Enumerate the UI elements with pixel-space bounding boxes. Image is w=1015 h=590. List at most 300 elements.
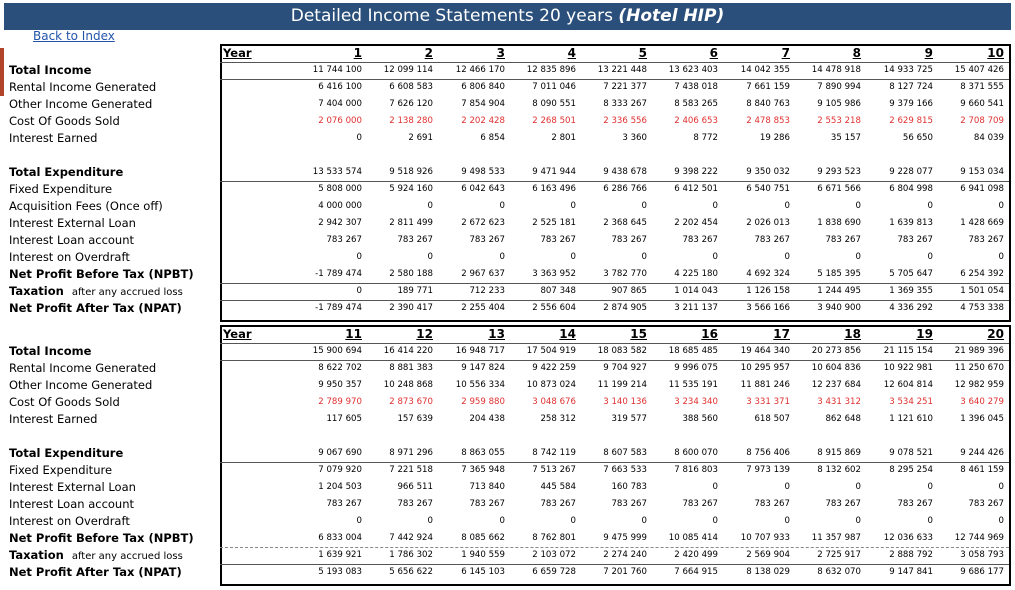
year-header-row [0,45,1008,62]
table-cell: 9 518 926 [389,167,433,177]
table-cell: 21 115 154 [883,346,933,356]
table-cell: 12 099 114 [383,65,433,75]
table-row [0,62,1008,79]
year-header-cell: 13 [488,327,505,341]
row-label: Acquisition Fees (Once off) [9,199,163,213]
table-cell: 0 [641,516,647,526]
table-cell: 14 933 725 [883,65,933,75]
table-row [0,547,1008,564]
table-cell: 6 540 751 [746,184,790,194]
table-row [0,462,1008,479]
table-cell: 9 067 690 [318,448,362,458]
table-row [0,445,1008,462]
table-cell: 160 783 [611,482,647,492]
table-cell: 18 083 582 [597,346,647,356]
table-cell: 8 295 254 [889,465,933,475]
row-label: Net Profit After Tax (NPAT) [9,565,182,579]
table-cell: 783 267 [897,499,933,509]
table-cell: 2 076 000 [318,116,362,126]
table-cell: 0 [356,286,362,296]
table-cell: 3 331 371 [746,397,790,407]
table-cell: 4 336 292 [889,303,933,313]
table-cell: 8 742 119 [532,448,576,458]
table-cell: 9 398 222 [674,167,718,177]
table-cell: 8 127 724 [889,82,933,92]
table-cell: 2 420 499 [674,550,718,560]
table-cell: 7 221 518 [389,465,433,475]
table-cell: 3 360 [622,133,647,143]
year-header-cell: 12 [416,327,433,341]
table-cell: 4 000 000 [318,201,362,211]
table-cell: 7 513 267 [532,465,576,475]
table-cell: 712 233 [469,286,505,296]
table-cell: 783 267 [326,499,362,509]
table-cell: 6 416 100 [318,82,362,92]
table-cell: 1 014 043 [674,286,718,296]
table-cell: 16 948 717 [455,346,505,356]
table-cell: 9 350 032 [746,167,790,177]
table-cell: 9 438 678 [603,167,647,177]
table-cell: 783 267 [754,235,790,245]
year-header-cell: 4 [567,46,576,60]
table-cell: 3 211 137 [674,303,718,313]
table-cell: 7 663 533 [603,465,647,475]
table-cell: 2 406 653 [674,116,718,126]
table-cell: 12 604 814 [883,380,933,390]
table-cell: 9 228 077 [889,167,933,177]
table-cell: 6 659 728 [532,567,576,577]
table-row [0,394,1008,411]
row-label: Interest on Overdraft [9,514,130,528]
table-row [0,428,1008,445]
table-cell: 14 478 918 [811,65,861,75]
table-row [0,198,1008,215]
table-cell: 1 369 355 [889,286,933,296]
table-cell: 189 771 [397,286,433,296]
table-cell: 0 [855,201,861,211]
table-cell: 9 660 541 [960,99,1004,109]
table-cell: 2 390 417 [389,303,433,313]
table-row [0,283,1008,300]
table-cell: 445 584 [540,482,576,492]
table-cell: 2 553 218 [817,116,861,126]
table-cell: 2 026 013 [746,218,790,228]
table-cell: 0 [998,201,1004,211]
table-cell: 13 221 448 [597,65,647,75]
table-row [0,377,1008,394]
table-cell: 1 786 302 [389,550,433,560]
back-to-index-link[interactable]: Back to Index [33,29,115,43]
table-cell: 6 412 501 [674,184,718,194]
table-cell: 783 267 [397,499,433,509]
table-row [0,181,1008,198]
table-cell: 0 [712,201,718,211]
table-cell: 204 438 [469,414,505,424]
table-cell: 2 368 645 [603,218,647,228]
row-label: Total Income [9,63,92,77]
table-cell: 783 267 [469,235,505,245]
table-cell: 12 835 896 [526,65,576,75]
table-cell: 3 782 770 [603,269,647,279]
table-cell: 7 404 000 [318,99,362,109]
table-cell: 12 466 170 [455,65,505,75]
table-cell: 783 267 [611,235,647,245]
table-cell: 12 237 684 [811,380,861,390]
table-row [0,266,1008,283]
table-cell: 8 371 555 [960,82,1004,92]
table-cell: 2 268 501 [532,116,576,126]
table-cell: 9 153 034 [960,167,1004,177]
table-cell: 2 959 880 [461,397,505,407]
table-cell: 1 126 158 [746,286,790,296]
table-cell: 3 566 166 [746,303,790,313]
table-cell: 783 267 [754,499,790,509]
table-cell: 5 808 000 [318,184,362,194]
table-cell: 18 685 485 [668,346,718,356]
table-cell: 8 138 029 [746,567,790,577]
table-cell: 1 639 813 [889,218,933,228]
row-label: Total Expenditure [9,446,124,460]
table-cell: 2 478 853 [746,116,790,126]
row-label: Cost Of Goods Sold [9,114,120,128]
table-cell: 11 744 100 [312,65,362,75]
table-cell: 3 940 900 [817,303,861,313]
page-title: Detailed Income Statements 20 years [290,6,613,26]
table-row [0,79,1008,96]
table-cell: 8 881 383 [389,363,433,373]
row-label: Rental Income Generated [9,80,157,94]
table-cell: 0 [356,516,362,526]
table-cell: 9 686 177 [960,567,1004,577]
table-cell: 5 924 160 [389,184,433,194]
table-cell: 11 357 987 [811,533,861,543]
table-cell: -1 789 474 [315,303,362,313]
table-cell: 8 762 801 [532,533,576,543]
row-label: Net Profit After Tax (NPAT) [9,301,182,315]
table-cell: 5 656 622 [389,567,433,577]
year-header-cell: 14 [559,327,576,341]
table-row [0,164,1008,181]
table-cell: 6 671 566 [817,184,861,194]
year-header-cell: 7 [781,46,790,60]
row-label: Interest on Overdraft [9,250,130,264]
table-cell: 9 379 166 [889,99,933,109]
table-cell: 388 560 [682,414,718,424]
table-cell: 7 854 904 [461,99,505,109]
table-row [0,147,1008,164]
table-cell: 2 942 307 [318,218,362,228]
table-cell: 1 501 054 [960,286,1004,296]
table-cell: 783 267 [682,499,718,509]
row-label: Rental Income Generated [9,361,157,375]
table-cell: 3 234 340 [674,397,718,407]
row-label: Total Expenditure [9,165,124,179]
year-header-cell: 17 [773,327,790,341]
table-cell: 9 475 999 [603,533,647,543]
table-cell: 2 789 970 [318,397,362,407]
table-cell: 10 248 868 [383,380,433,390]
table-cell: 2 580 188 [389,269,433,279]
table-cell: 7 890 994 [817,82,861,92]
table-cell: 783 267 [326,235,362,245]
table-cell: 0 [427,252,433,262]
table-cell: 319 577 [611,414,647,424]
table-cell: 157 639 [397,414,433,424]
table-cell: 0 [784,252,790,262]
page-title-hotel: (Hotel HIP) [618,6,725,26]
table-cell: 8 090 551 [532,99,576,109]
table-cell: 0 [927,482,933,492]
table-row [0,215,1008,232]
table-cell: 10 604 836 [811,363,861,373]
table-cell: 0 [356,133,362,143]
row-label: Interest Loan account [9,497,135,511]
year-header-cell: 10 [987,46,1004,60]
year-header-cell: 18 [844,327,861,341]
table-cell: 7 442 924 [389,533,433,543]
table-cell: 1 940 559 [461,550,505,560]
table-cell: 0 [855,482,861,492]
table-cell: 0 [784,201,790,211]
table-cell: 0 [427,516,433,526]
table-cell: 2 888 792 [889,550,933,560]
table-cell: 783 267 [968,235,1004,245]
row-label: Total Income [9,344,92,358]
row-label: Interest External Loan [9,216,136,230]
row-label: Cost Of Goods Sold [9,395,120,409]
table-cell: 3 058 793 [960,550,1004,560]
table-cell: 2 873 670 [389,397,433,407]
table-cell: 7 626 120 [389,99,433,109]
table-cell: 6 042 643 [461,184,505,194]
table-cell: 84 039 [973,133,1004,143]
table-row [0,530,1008,547]
table-cell: 783 267 [397,235,433,245]
table-row [0,300,1008,317]
table-cell: 0 [927,516,933,526]
table-cell: 2 708 709 [960,116,1004,126]
table-cell: 0 [356,252,362,262]
year-header-cell: 1 [353,46,362,60]
table-cell: 907 865 [611,286,647,296]
table-cell: 783 267 [825,499,861,509]
year-header-row [0,326,1008,343]
table-cell: 0 [570,252,576,262]
table-cell: 0 [855,252,861,262]
table-row [0,96,1008,113]
table-cell: 4 692 324 [746,269,790,279]
row-label-note: after any accrued loss [71,287,183,298]
table-cell: -1 789 474 [315,269,362,279]
table-cell: 2 967 637 [461,269,505,279]
table-cell: 3 431 312 [817,397,861,407]
table-cell: 0 [712,252,718,262]
table-cell: 8 622 702 [318,363,362,373]
table-cell: 19 464 340 [740,346,790,356]
table-row [0,496,1008,513]
table-cell: 1 838 690 [817,218,861,228]
table-cell: 20 273 856 [811,346,861,356]
table-cell: 3 363 952 [532,269,576,279]
table-cell: 5 185 395 [817,269,861,279]
table-cell: 2 629 815 [889,116,933,126]
table-row [0,232,1008,249]
row-label: Interest Earned [9,412,98,426]
table-cell: 7 661 159 [746,82,790,92]
table-cell: 8 840 763 [746,99,790,109]
year-header-cell: 3 [496,46,505,60]
table-cell: 7 011 046 [532,82,576,92]
table-row [0,113,1008,130]
table-cell: 8 132 602 [817,465,861,475]
table-cell: 6 163 496 [532,184,576,194]
table-cell: 6 254 392 [960,269,1004,279]
table-cell: 2 672 623 [461,218,505,228]
table-cell: 35 157 [830,133,861,143]
table-cell: 9 704 927 [603,363,647,373]
table-cell: 783 267 [897,235,933,245]
table-cell: 0 [998,516,1004,526]
table-cell: 16 414 220 [383,346,433,356]
table-cell: 783 267 [611,499,647,509]
table-cell: 4 753 338 [960,303,1004,313]
table-cell: 0 [855,516,861,526]
table-cell: 3 640 279 [960,397,1004,407]
table-cell: 2 336 556 [603,116,647,126]
table-cell: 9 996 075 [674,363,718,373]
table-cell: 10 873 024 [526,380,576,390]
table-cell: 7 973 139 [746,465,790,475]
table-cell: 1 121 610 [889,414,933,424]
year-header-cell: 9 [924,46,933,60]
year-header-cell: 20 [987,327,1004,341]
table-cell: 0 [570,516,576,526]
table-cell: 10 085 414 [668,533,718,543]
table-cell: 2 811 499 [389,218,433,228]
table-cell: 10 922 981 [883,363,933,373]
table-cell: 8 607 583 [603,448,647,458]
table-cell: 12 744 969 [954,533,1004,543]
page-title-bar [4,3,1011,30]
table-cell: 2 691 [408,133,433,143]
table-cell: 5 705 647 [889,269,933,279]
table-cell: 807 348 [540,286,576,296]
table-cell: 2 556 604 [532,303,576,313]
table-cell: 8 333 267 [603,99,647,109]
year-header-cell: 6 [709,46,718,60]
table-cell: 9 293 523 [817,167,861,177]
table-cell: 8 971 296 [389,448,433,458]
year-header-label: Year [223,46,252,60]
table-cell: 783 267 [968,499,1004,509]
table-cell: 7 365 948 [461,465,505,475]
table-cell: 783 267 [540,235,576,245]
table-cell: 5 193 083 [318,567,362,577]
table-row [0,360,1008,377]
table-cell: 10 295 957 [740,363,790,373]
table-cell: 258 312 [540,414,576,424]
table-cell: 9 498 533 [461,167,505,177]
table-cell: 9 147 841 [889,567,933,577]
table-cell: 9 078 521 [889,448,933,458]
table-cell: 9 422 259 [532,363,576,373]
table-cell: 783 267 [469,499,505,509]
row-label-note: after any accrued loss [71,551,183,562]
table-cell: 8 583 265 [674,99,718,109]
table-cell: 10 707 933 [740,533,790,543]
table-cell: 2 874 905 [603,303,647,313]
table-cell: 1 639 921 [318,550,362,560]
table-cell: 783 267 [540,499,576,509]
row-label: Fixed Expenditure [9,182,113,196]
table-cell: 2 569 904 [746,550,790,560]
table-cell: 8 600 070 [674,448,718,458]
table-cell: 0 [427,201,433,211]
table-cell: 12 982 959 [954,380,1004,390]
year-header-cell: 8 [852,46,861,60]
row-label: Interest Loan account [9,233,135,247]
table-cell: 11 881 246 [740,380,790,390]
table-cell: 6 608 583 [389,82,433,92]
row-label: Taxation after any accrued loss [9,548,183,562]
table-cell: 6 941 098 [960,184,1004,194]
table-cell: 8 632 070 [817,567,861,577]
year-header-cell: 16 [701,327,718,341]
table-cell: 0 [998,482,1004,492]
table-cell: 7 438 018 [674,82,718,92]
table-cell: 6 854 [480,133,505,143]
table-cell: 13 623 403 [668,65,718,75]
row-label: Interest External Loan [9,480,136,494]
table-cell: 713 840 [469,482,505,492]
table-cell: 862 648 [825,414,861,424]
table-cell: 7 816 803 [674,465,718,475]
table-cell: 0 [784,482,790,492]
table-cell: 2 138 280 [389,116,433,126]
table-cell: 1 244 495 [817,286,861,296]
table-cell: 15 407 426 [954,65,1004,75]
year-header-cell: 15 [630,327,647,341]
row-label: Other Income Generated [9,378,153,392]
table-cell: 4 225 180 [674,269,718,279]
row-label: Taxation after any accrued loss [9,284,183,298]
table-cell: 2 103 072 [532,550,576,560]
table-cell: 8 085 662 [461,533,505,543]
table-cell: 0 [927,252,933,262]
table-cell: 10 556 334 [455,380,505,390]
table-cell: 0 [499,252,505,262]
table-cell: 2 725 917 [817,550,861,560]
table-cell: 9 244 426 [960,448,1004,458]
table-row [0,479,1008,496]
table-cell: 2 202 454 [674,218,718,228]
table-cell: 6 806 840 [461,82,505,92]
table-cell: 11 250 670 [954,363,1004,373]
table-cell: 8 863 055 [461,448,505,458]
table-cell: 12 036 633 [883,533,933,543]
table-row [0,564,1008,581]
table-cell: 6 145 103 [461,567,505,577]
row-label: Other Income Generated [9,97,153,111]
table-cell: 0 [641,201,647,211]
table-cell: 3 140 136 [603,397,647,407]
table-cell: 966 511 [397,482,433,492]
table-cell: 21 989 396 [954,346,1004,356]
year-header-label: Year [223,327,252,341]
row-label: Net Profit Before Tax (NPBT) [9,267,194,281]
table-row [0,343,1008,360]
table-cell: 6 833 004 [318,533,362,543]
